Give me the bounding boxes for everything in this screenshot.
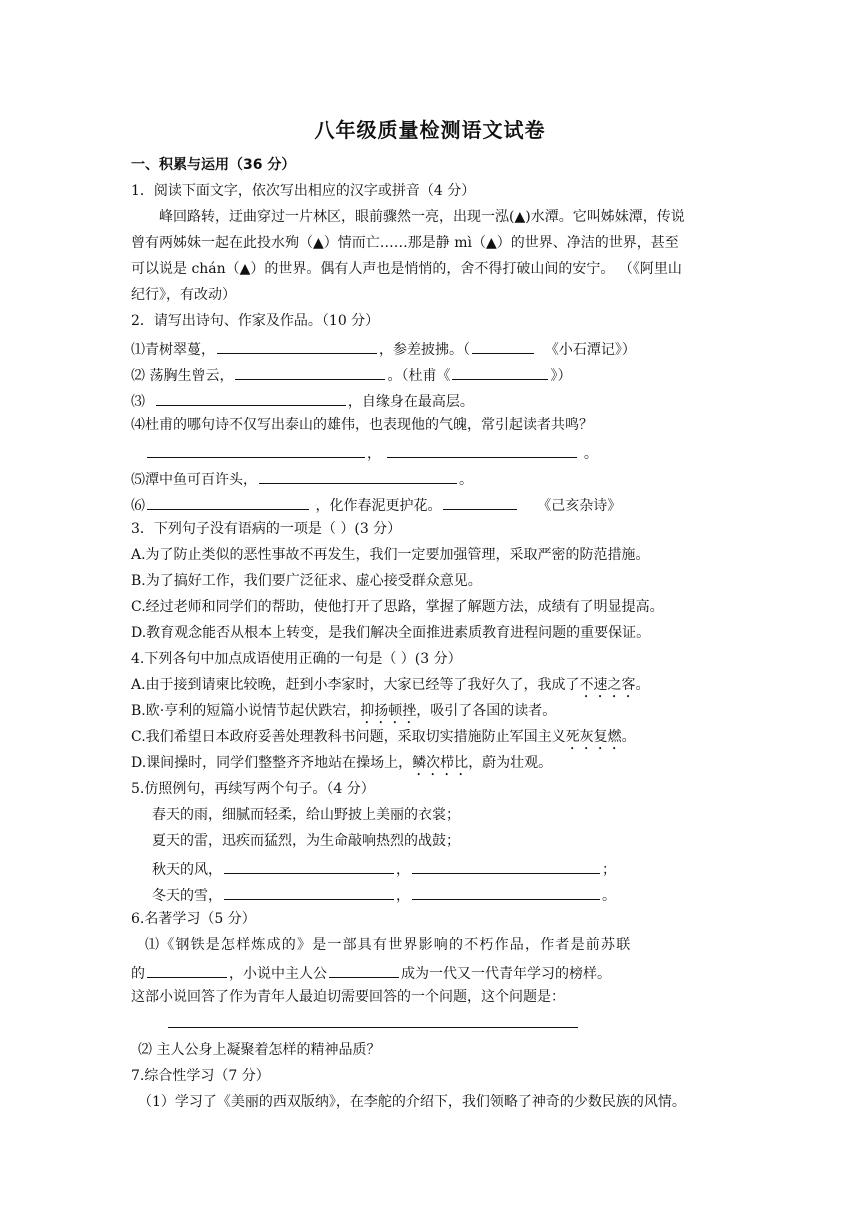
answer-blank[interactable] (224, 883, 394, 900)
q4-text: ，吸引了各国的读者。 (416, 703, 557, 719)
q2-text: ⑶ (131, 394, 145, 410)
q4-stem: 4.下列各句中加点成语使用正确的一句是（ ）(3 分） (131, 651, 462, 667)
q2-item-4-answer (145, 441, 598, 464)
q6-stem: 6.名著学习（5 分） (131, 911, 256, 927)
q5-text: 。 (602, 888, 616, 904)
q5-example: 夏天的雷，迅疾而猛烈，为生命敲响热烈的战鼓； (152, 833, 460, 849)
q2-item-6 (131, 493, 621, 516)
q4-text: ，蔚为壮观。 (468, 755, 553, 771)
answer-blank[interactable] (147, 441, 365, 458)
q1-stem: 1．阅读下面文字，依次写出相应的汉字或拼音（4 分） (131, 183, 476, 199)
q4-option-a (131, 675, 650, 701)
dotted-idiom: 不速之客 (579, 677, 636, 693)
answer-blank[interactable] (412, 883, 600, 900)
q5-answer-line (152, 883, 616, 906)
answer-blank[interactable] (452, 363, 548, 380)
dotted-idiom: 死灰复燃 (565, 729, 622, 745)
q3-stem: 3．下列句子没有语病的一项是（ ）(3 分） (131, 521, 402, 537)
q2-text: ⑹ (131, 498, 145, 514)
q2-text: ，化作春泥更护花。 (315, 498, 442, 514)
answer-blank[interactable] (443, 493, 517, 510)
q7-item-1: （1）学习了《美丽的西双版纳》，在李舵的介绍下，我们领略了神奇的少数民族的风情。 (138, 1094, 686, 1110)
dotted-idiom: 抑扬顿挫 (360, 703, 417, 719)
q5-example: 春天的雨，细腻而轻柔，给山野披上美丽的衣裳； (152, 807, 460, 823)
q3-option-c: C.经过老师和同学们的帮助，使他打开了思路，掌握了解题方法，成绩有了明显提高。 (131, 599, 664, 615)
answer-blank[interactable] (329, 961, 399, 978)
q2-item-1 (131, 337, 636, 360)
q4-text: D.课间操时，同学们整整齐齐地站在操场上， (131, 755, 413, 771)
q5-answer-line (152, 857, 616, 880)
q6-text: 成为一代又一代青年学习的榜样。 (401, 966, 611, 982)
q2-text: 。 (459, 472, 473, 488)
answer-blank[interactable] (224, 857, 394, 874)
q1-para-line: 可以说是 chán（▲）的世界。偶有人声也是悄悄的，舍不得打破山间的安宁。 （《阿里山 (131, 261, 682, 277)
q2-text: 《小石潭记》） (544, 342, 636, 358)
q5-text: ， (396, 888, 410, 904)
answer-blank[interactable] (259, 467, 457, 484)
q2-text: ⑸潭中鱼可百许头， (131, 472, 257, 488)
answer-blank[interactable] (168, 1027, 578, 1028)
answer-blank[interactable] (156, 389, 346, 406)
q2-item-5 (131, 467, 473, 490)
answer-blank[interactable] (147, 961, 227, 978)
q2-text: ⑵ 荡胸生曾云， (131, 368, 234, 384)
q4-text: A.由于接到请柬比较晚，赶到小李家时，大家已经等了我好久了，我成了 (131, 677, 580, 693)
q1-para-line: 峰回路转，迂曲穿过一片林区，眼前骤然一亮，出现一泓(▲)水潭。它叫姊妹潭，传说 (159, 209, 685, 225)
q5-text: ； (602, 862, 616, 878)
q2-item-4: ⑷杜甫的哪句诗不仅写出泰山的雄伟，也表现他的气魄，常引起读者共鸣？ (131, 417, 593, 433)
q6-item-1: ⑴《钢铁是怎样炼成的》是一部具有世界影响的不朽作品，作者是前苏联 (145, 937, 632, 953)
q3-option-d: D.教育观念能否从根本上转变，是我们解决全面推进素质教育进程问题的重要保证。 (131, 625, 651, 641)
q4-text: 。 (635, 677, 650, 693)
q4-text: 。 (621, 729, 636, 745)
q2-item-2 (131, 363, 571, 386)
q6-question: 这部小说回答了作为青年人最迫切需要回答的一个问题，这个问题是： (131, 989, 565, 1005)
answer-blank[interactable] (387, 441, 577, 458)
q6-item-2: ⑵ 主人公身上凝聚着怎样的精神品质？ (138, 1042, 381, 1058)
answer-blank[interactable] (472, 337, 534, 354)
q4-text: C.我们希望日本政府妥善处理教科书问题，采取切实措施防止军国主义 (131, 729, 566, 745)
q5-text: 秋天的风， (152, 862, 222, 878)
dotted-idiom: 鳞次栉比 (412, 755, 469, 771)
q2-text: ，参差披拂。（ (379, 342, 470, 358)
q3-option-a: A.为了防止类似的恶性事故不再发生，我们一定要加强管理，采取严密的防范措施。 (131, 547, 650, 563)
q6-item-1-cont (131, 961, 611, 984)
q2-text: ， (367, 446, 381, 462)
answer-blank[interactable] (147, 493, 309, 510)
q2-text: 。（杜甫《 (387, 368, 451, 384)
q6-text: ，小说中主人公 (229, 966, 327, 982)
q2-text: 《己亥杂诗》 (537, 498, 622, 514)
q2-stem: 2．请写出诗句、作家及作品。（10 分） (131, 313, 380, 329)
q2-text: 。 (583, 446, 598, 462)
q2-text: ，自缘身在最高层。 (347, 394, 474, 410)
q6-text: 的 (131, 966, 145, 982)
q5-text: ， (396, 862, 410, 878)
q3-option-b: B.为了搞好工作，我们要广泛征求、虚心接受群众意见。 (131, 573, 482, 589)
q5-text: 冬天的雪， (152, 888, 222, 904)
q4-option-d (131, 753, 552, 779)
q7-stem: 7.综合性学习（7 分） (131, 1068, 270, 1084)
q1-para-line: 曾有两姊妹一起在此投水殉（▲）情而亡……那是静 mì（▲）的世界、净洁的世界，甚至 (131, 235, 679, 251)
answer-blank[interactable] (412, 857, 600, 874)
q4-text: B.欧·亨利的短篇小说情节起伏跌宕， (131, 703, 361, 719)
section-heading: 一、积累与运用（36 分） (131, 157, 296, 173)
q4-option-c (131, 727, 636, 753)
answer-blank[interactable] (217, 337, 377, 354)
q2-text: ⑴青树翠蔓， (131, 342, 215, 358)
q5-stem: 5.仿照例句，再续写两个句子。（4 分） (131, 781, 375, 797)
answer-blank[interactable] (235, 363, 385, 380)
q1-para-line: 纪行》，有改动） (131, 287, 236, 303)
q4-option-b (131, 701, 556, 727)
page-title: 八年级质量检测语文试卷 (314, 118, 546, 142)
q2-text: 》） (550, 368, 572, 384)
q2-item-3 (131, 389, 474, 412)
